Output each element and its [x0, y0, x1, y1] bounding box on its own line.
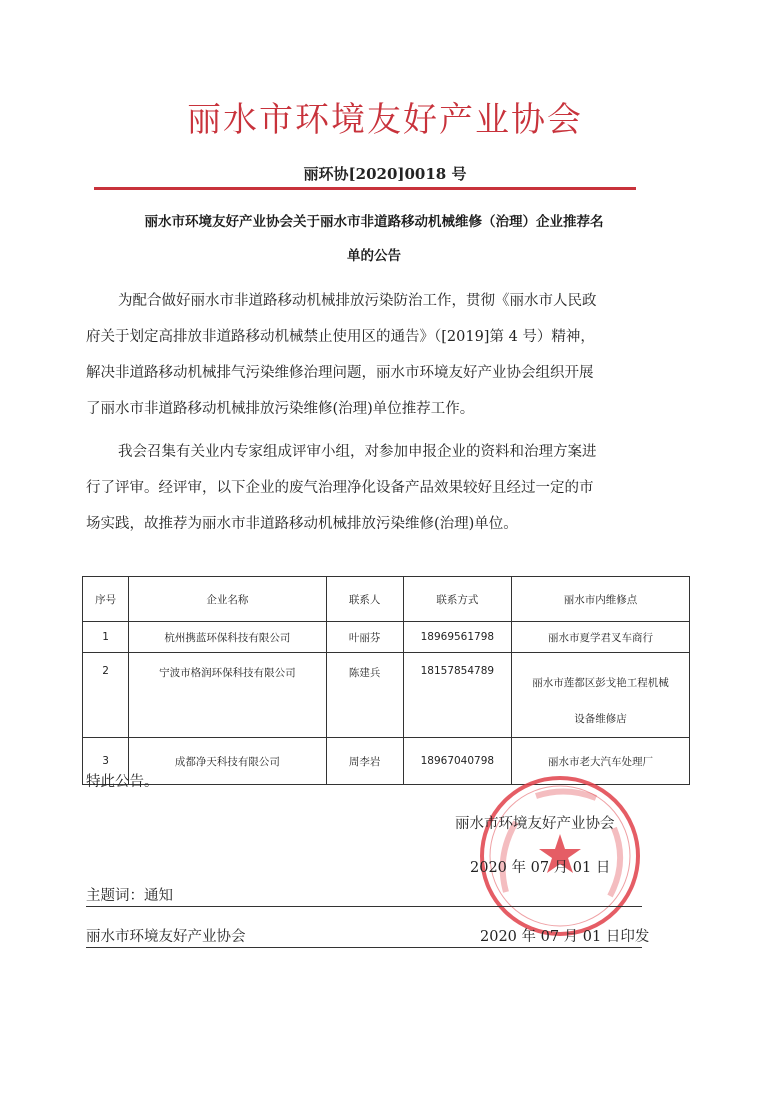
cell-company: 杭州携蓝环保科技有限公司 [129, 622, 326, 653]
paragraph-intro [86, 283, 656, 427]
header-contact: 联系人 [326, 577, 403, 622]
cell-contact: 陈建兵 [326, 653, 403, 738]
footer-print-date: 2020 年 07 月 01 日印发 [480, 929, 650, 945]
cell-contact: 周李岩 [326, 738, 403, 785]
cell-no: 1 [83, 622, 129, 653]
table-header-row [83, 577, 690, 622]
cell-repair-site: 丽水市老大汽车处理厂 [511, 738, 689, 785]
repair-site-line: 设备维修店 [574, 713, 627, 725]
cell-contact: 叶丽芬 [326, 622, 403, 653]
cell-no: 3 [83, 738, 129, 785]
table-row [83, 622, 690, 653]
cell-repair-site [511, 653, 689, 738]
document-number: 丽环协[2020]0018 号 [303, 165, 467, 183]
header-repair-site: 丽水市内维修点 [511, 577, 689, 622]
cell-phone: 18969561798 [403, 622, 511, 653]
cell-repair-site: 丽水市夏学君叉车商行 [511, 622, 689, 653]
cell-phone: 18157854789 [403, 653, 511, 738]
cell-company: 成都净天科技有限公司 [129, 738, 326, 785]
footer-org: 丽水市环境友好产业协会 [86, 929, 246, 945]
notice-title-line-2: 单的公告 [347, 248, 401, 264]
table-row [83, 653, 690, 738]
cell-phone: 18967040798 [403, 738, 511, 785]
signature-date: 2020 年 07 月 01 日 [470, 860, 611, 876]
cell-no: 2 [83, 653, 129, 738]
paragraph-line: 场实践，故推荐为丽水市非道路移动机械排放污染维修(治理)单位。 [86, 516, 518, 532]
paragraph-line: 为配合做好丽水市非道路移动机械排放污染防治工作，贯彻《丽水市人民政 [118, 293, 597, 309]
repair-site-line: 丽水市莲都区彭戈艳工程机械 [532, 677, 669, 689]
closing-remark: 特此公告。 [86, 774, 159, 790]
footer-divider [86, 947, 642, 948]
org-title: 丽水市环境友好产业协会 [187, 100, 583, 140]
header-phone: 联系方式 [403, 577, 511, 622]
paragraph-line: 行了评审。经评审，以下企业的废气治理净化设备产品效果较好且经过一定的市 [86, 480, 594, 496]
signature-org: 丽水市环境友好产业协会 [455, 816, 615, 832]
header-divider [94, 187, 636, 190]
paragraph-line: 我会召集有关业内专家组成评审小组，对参加申报企业的资料和治理方案进 [118, 444, 597, 460]
paragraph-line: 府关于划定高排放非道路移动机械禁止使用区的通告》（[2019]第 4 号）精神， [86, 329, 595, 345]
notice-title [94, 205, 654, 273]
footer-divider [86, 906, 642, 907]
header-no: 序号 [83, 577, 129, 622]
recommended-firms-table [82, 576, 690, 785]
paragraph-review [86, 434, 656, 542]
cell-company: 宁波市格润环保科技有限公司 [129, 653, 326, 738]
paragraph-line: 了丽水市非道路移动机械排放污染维修(治理)单位推荐工作。 [86, 401, 475, 417]
subject-keywords: 主题词：通知 [86, 888, 173, 904]
notice-title-line-1: 丽水市环境友好产业协会关于丽水市非道路移动机械维修（治理）企业推荐名 [144, 214, 604, 230]
header-company: 企业名称 [129, 577, 326, 622]
paragraph-line: 解决非道路移动机械排气污染维修治理问题，丽水市环境友好产业协会组织开展 [86, 365, 594, 381]
